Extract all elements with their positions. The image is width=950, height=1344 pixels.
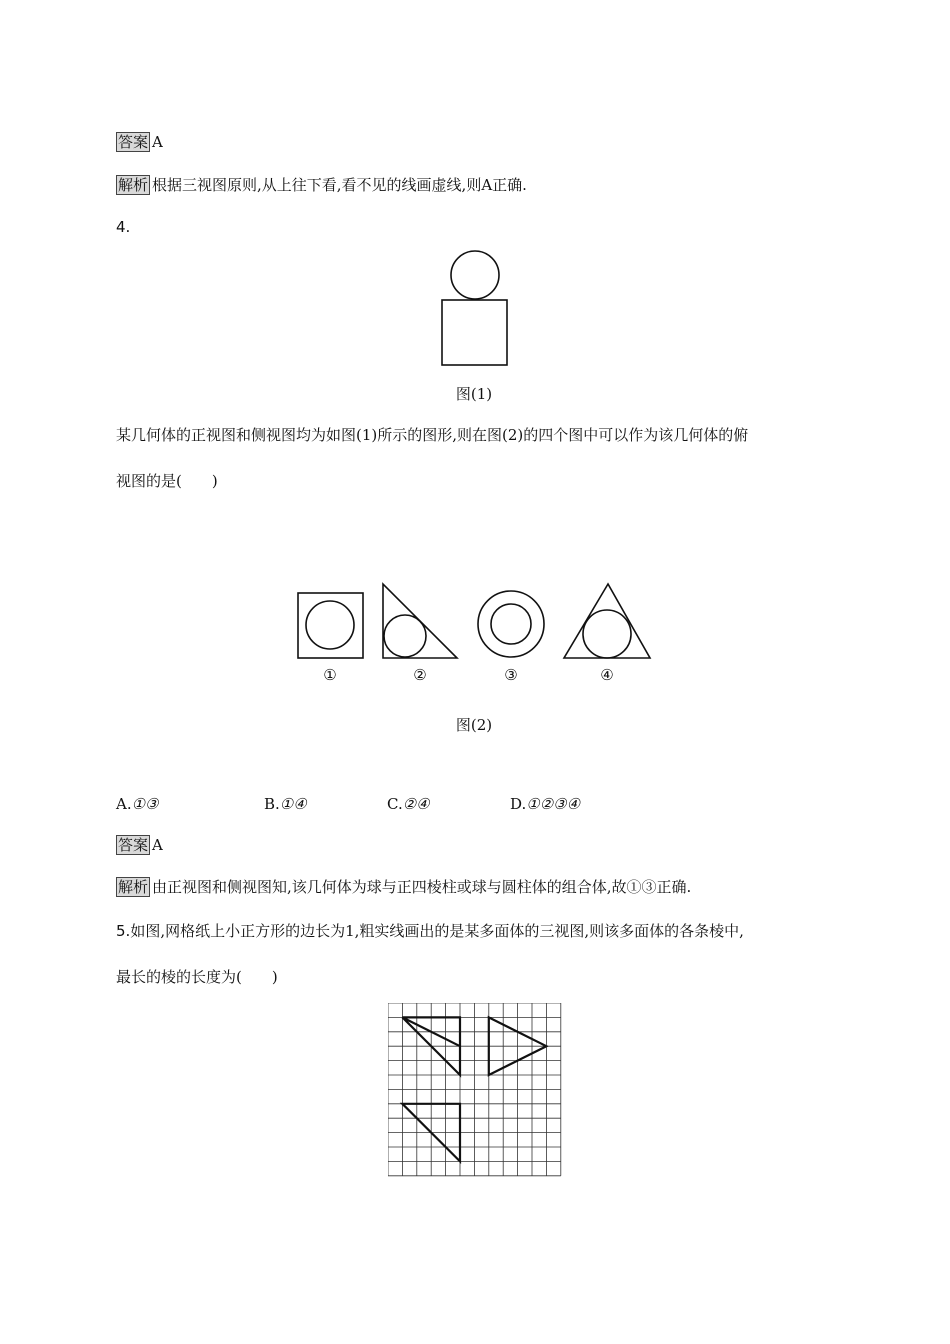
q4-answer-row (116, 835, 163, 855)
answer-tag: 答案 (118, 836, 149, 854)
analysis-text: 根据三视图原则,从上往下看,看不见的线画虚线,则A正确. (152, 176, 527, 194)
answer-tag: 答案 (118, 133, 149, 151)
analysis-tag: 解析 (118, 878, 149, 896)
q3-analysis-row (116, 175, 527, 195)
fig2-label-3: ③ (504, 666, 518, 684)
option-b-text: ①④ (279, 795, 307, 813)
figure-grid-three-views (388, 1003, 563, 1179)
fig2-caption: 图(2) (455, 716, 493, 734)
fig2-label-2: ② (413, 666, 427, 684)
option-b[interactable] (264, 795, 307, 813)
fig2-label-1: ① (323, 666, 337, 684)
fig1-circle (451, 251, 499, 299)
q5-stem-line2: 最长的棱的长度为( ) (116, 968, 278, 986)
q4-number: 4. (116, 218, 131, 236)
q3-answer-row (116, 132, 163, 152)
q4-analysis-row (116, 877, 691, 897)
fig2-view-1 (298, 593, 363, 658)
q5-stem-line1 (116, 921, 744, 941)
option-c[interactable] (387, 795, 430, 813)
analysis-tag: 解析 (118, 176, 149, 194)
option-d-text: ①②③④ (526, 795, 581, 813)
fig2-view-2 (383, 584, 457, 658)
figure-1 (438, 248, 514, 370)
option-a-letter: A. (116, 795, 132, 813)
figure-2 (294, 580, 658, 688)
option-a-text: ①③ (131, 795, 159, 813)
answer-value: A (152, 836, 163, 854)
fig2-view-3 (478, 591, 544, 657)
q5-number: 5. (116, 922, 131, 940)
analysis-text: 由正视图和侧视图知,该几何体为球与正四棱柱或球与圆柱体的组合体,故①③正确. (152, 878, 692, 896)
answer-value: A (152, 133, 163, 151)
option-b-letter: B. (264, 795, 280, 813)
fig2-view-4 (564, 584, 650, 658)
option-d[interactable] (510, 795, 580, 813)
option-a[interactable] (116, 795, 159, 813)
fig1-caption: 图(1) (455, 385, 493, 403)
option-c-letter: C. (387, 795, 403, 813)
q4-stem-line1: 某几何体的正视图和侧视图均为如图(1)所示的图形,则在图(2)的四个图中可以作为该几何体的俯 (116, 426, 749, 444)
option-d-letter: D. (510, 795, 527, 813)
fig2-label-4: ④ (600, 666, 614, 684)
q4-stem-line2: 视图的是( ) (116, 472, 218, 490)
option-c-text: ②④ (402, 795, 430, 813)
q5-stem-text: 如图,网格纸上小正方形的边长为1,粗实线画出的是某多面体的三视图,则该多面体的各条棱中, (130, 922, 744, 940)
fig1-square (442, 300, 507, 365)
